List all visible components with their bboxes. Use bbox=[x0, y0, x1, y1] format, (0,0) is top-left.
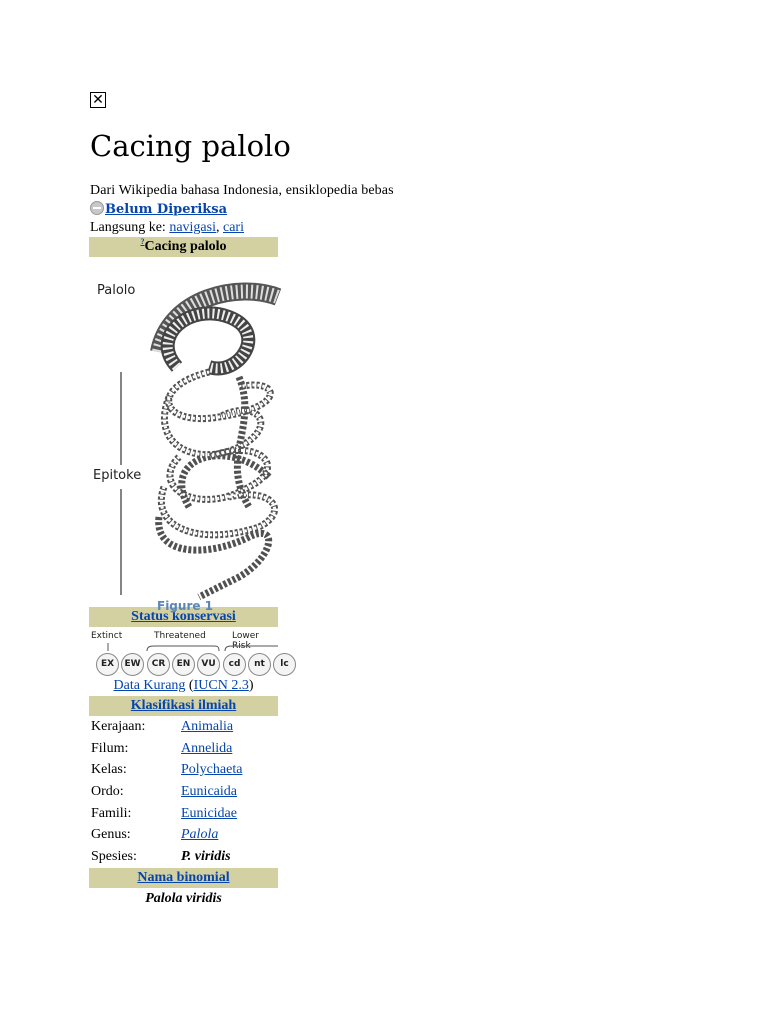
rank-label: Ordo: bbox=[91, 783, 124, 799]
binomial-header-link[interactable]: Nama binomial bbox=[137, 869, 230, 885]
figure-label-palolo: Palolo bbox=[97, 283, 136, 298]
jump-search-link[interactable]: cari bbox=[222, 220, 244, 235]
rank-value-link[interactable]: Annelida bbox=[181, 740, 233, 756]
status-code-ex: EX bbox=[96, 653, 119, 676]
status-code-cr: CR bbox=[147, 653, 170, 676]
rank-label: Spesies: bbox=[91, 848, 137, 864]
table-row bbox=[89, 716, 278, 738]
rank-label: Kerajaan: bbox=[91, 718, 146, 734]
table-row bbox=[89, 824, 278, 846]
figure-label-epitoke: Epitoke bbox=[93, 468, 142, 483]
rank-label: Genus: bbox=[91, 827, 131, 843]
binomial-name: Palola viridis bbox=[145, 890, 222, 906]
rank-value-link[interactable]: Eunicaida bbox=[181, 783, 237, 799]
rank-value-cell bbox=[179, 824, 278, 846]
binomial-header bbox=[89, 868, 278, 888]
rank-value-cell bbox=[179, 716, 278, 738]
status-value-link[interactable]: Data Kurang bbox=[113, 678, 186, 693]
rank-value-link[interactable]: Eunicidae bbox=[181, 805, 237, 821]
status-code-cd: cd bbox=[223, 653, 246, 676]
review-status-link[interactable]: Belum Diperiksa bbox=[105, 202, 228, 217]
rank-value-cell bbox=[179, 803, 278, 825]
rank-label: Famili: bbox=[91, 805, 132, 821]
status-ref-link[interactable]: IUCN 2.3 bbox=[193, 678, 249, 693]
jump-prefix: Langsung ke: bbox=[90, 220, 170, 235]
rank-value-cell bbox=[179, 759, 278, 781]
review-status-icon bbox=[90, 201, 104, 215]
status-group-extinct: Extinct bbox=[91, 631, 123, 641]
site-tagline: Dari Wikipedia bahasa Indonesia, ensiklopedia bebas bbox=[90, 183, 394, 198]
rank-value-link[interactable]: Polychaeta bbox=[181, 762, 243, 778]
status-ref-open: ( bbox=[185, 678, 194, 693]
classification-header bbox=[89, 696, 278, 716]
palolo-worm-figure[interactable] bbox=[89, 257, 278, 613]
status-code-vu: VU bbox=[197, 653, 220, 676]
help-mark-link[interactable]: ? bbox=[140, 237, 145, 246]
table-row bbox=[89, 846, 278, 868]
jump-navigation-link[interactable]: navigasi bbox=[169, 220, 216, 235]
status-code-lc: lc bbox=[273, 653, 296, 676]
jump-separator: , bbox=[215, 220, 223, 235]
table-row bbox=[89, 759, 278, 781]
broken-image-icon: ✕ bbox=[90, 92, 106, 108]
rank-value-cell bbox=[179, 781, 278, 803]
status-group-threatened: Threatened bbox=[154, 631, 206, 641]
figure-caption: Figure 1 bbox=[157, 599, 214, 613]
rank-value-link[interactable]: Animalia bbox=[181, 718, 234, 734]
table-row bbox=[89, 803, 278, 825]
page-title: Cacing palolo bbox=[90, 129, 291, 163]
rank-value-link[interactable]: Palola bbox=[181, 827, 219, 843]
rank-label: Filum: bbox=[91, 740, 129, 756]
status-code-en: EN bbox=[172, 653, 195, 676]
worm-illustration bbox=[89, 257, 278, 597]
rank-value-cell bbox=[179, 738, 278, 760]
table-row bbox=[89, 781, 278, 803]
status-code-nt: nt bbox=[248, 653, 271, 676]
taxobox-title-text: Cacing palolo bbox=[144, 239, 227, 254]
status-code-ew: EW bbox=[121, 653, 144, 676]
status-header-link[interactable]: Status konservasi bbox=[131, 609, 236, 624]
taxobox-title bbox=[89, 237, 278, 257]
jump-to-bar bbox=[90, 218, 244, 238]
taxobox bbox=[89, 237, 289, 909]
classification-table bbox=[89, 716, 278, 868]
status-ref-close: ) bbox=[248, 678, 254, 693]
classification-header-link[interactable]: Klasifikasi ilmiah bbox=[130, 698, 237, 713]
conservation-status-scale[interactable] bbox=[89, 627, 289, 693]
table-row bbox=[89, 738, 278, 760]
rank-label: Kelas: bbox=[91, 762, 127, 778]
review-status bbox=[90, 200, 227, 220]
status-group-lower-risk: Lower Risk bbox=[232, 631, 259, 651]
rank-value: P. viridis bbox=[181, 848, 231, 864]
rank-value-cell bbox=[179, 846, 278, 868]
